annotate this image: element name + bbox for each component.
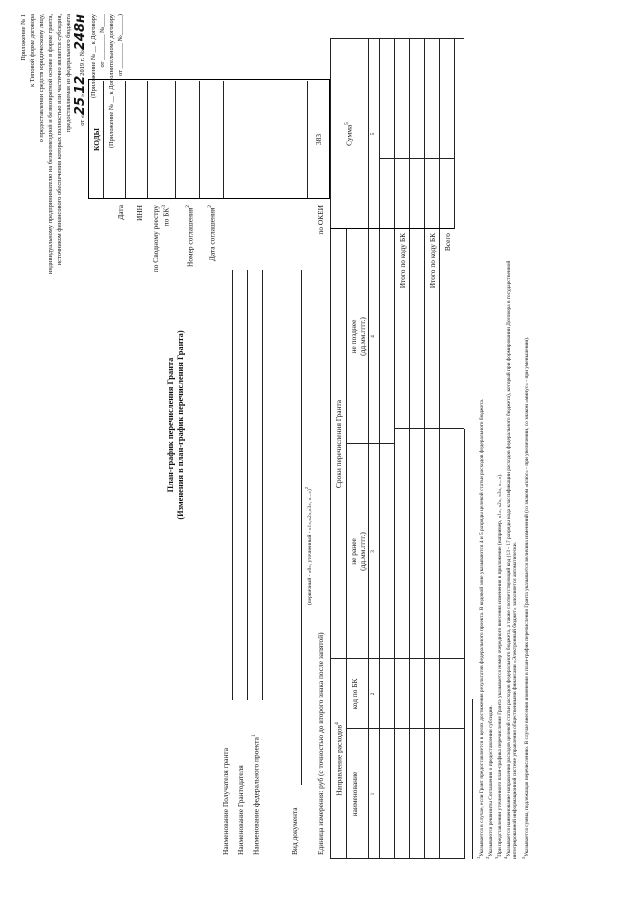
footnote-divider	[472, 699, 473, 859]
codes-row-line-3	[175, 81, 176, 198]
footnote-3-text: При представлении уточненного план-графика перечисления Гранта указывается номер очередного внесения изменения в приложение (например, «1», «2», «3», «...»).	[496, 473, 503, 857]
doc-type-hint-sup: 2	[304, 487, 309, 490]
footnote-4a-text: Указывается наименование направления расходов целевой статьи расходов федерального бюджета, а также соответствующий код (13 - 17 разряды кода классификации расходов федерального бюджета), который при формировании Договора в государственной	[505, 260, 512, 857]
appendix-ext3: (Приложение № __ к Дополнительному договору	[108, 14, 115, 149]
footnote-4: $^4$Указывается наименование направления расходов целевой статьи расходов федерального бюджета, а также соответствующий код (13 - 17 разряды кода классификации расходов федерального бюджета), который при формировании Договора в государственной	[503, 260, 512, 859]
col-not-later-format: (дд.мм.гггг.)	[358, 317, 367, 356]
project-line	[262, 270, 263, 700]
col-num-1: 1	[370, 792, 376, 796]
codes-row-line-6	[307, 81, 308, 198]
footnote-1: $^1$Указывается в случае, если Грант предоставляется в целях достижения результатов федерального проекта. В кодовой зоне указываются 4 и 5 разряды целевой статьи расходов федерального бюджета.	[476, 398, 485, 859]
col-num-2: 2	[370, 692, 376, 696]
col-sep-2	[330, 658, 464, 659]
col-sum-header	[344, 39, 353, 229]
header-bottom-line	[368, 39, 369, 859]
appendix-date-day: 25	[73, 97, 88, 116]
codes-bk-label-text: по БК	[161, 207, 171, 227]
col-sum-text: Сумма	[344, 124, 354, 146]
doc-type-label: Вид документа	[290, 807, 299, 855]
appendix-date-mid: »	[79, 93, 86, 97]
codes-inn-label: ИНН	[135, 205, 144, 222]
row-line-3	[424, 39, 425, 859]
doc-type-line	[301, 270, 302, 785]
subtotal-label-2: Итого по коду БК	[428, 233, 437, 289]
row-line-5	[454, 39, 455, 229]
codes-row-line-1	[125, 81, 126, 198]
col-direction-sup: 4	[334, 722, 340, 725]
codes-date-label: Дата	[116, 205, 125, 220]
footnote-5: $^5$Указывается сумма, подлежащая перечислению. В случае внесения изменения в план-график перечисления Гранта указывается величина изменений (со знаком «плюс» - при увеличении, со знаком «минус» - при уменьшении).	[521, 336, 530, 859]
codes-row-line-2	[147, 81, 148, 198]
appendix-line1: к Типовой форме договора	[29, 14, 36, 87]
codes-okei-value: 383	[314, 133, 323, 146]
subtotal-label-1: Итого по коду БК	[398, 233, 407, 289]
col-sep-3b	[394, 428, 464, 429]
col-kbk-header: код по БК	[350, 678, 359, 710]
appendix-line3: индивидуальному предпринимателю на безвозмездной и безвозвратной основе в форме гранта,	[47, 14, 54, 275]
col-not-earlier-header: не ранее	[349, 538, 358, 565]
footnote-5-text: Указывается сумма, подлежащая перечислению. В случае внесения изменения в план-график перечисления Гранта указывается величина изменений (со знаком «плюс» - при увеличении, со знаком «минус» - при уменьшении).	[523, 336, 530, 857]
footnote-4-cont: интегрированной информационной системе управления общественными финансами «Электронный бюджет» заполняется автоматически.	[512, 541, 518, 859]
codes-agreement-no-sup: 2	[185, 205, 191, 208]
codes-okei-label: по ОКЕИ	[316, 205, 325, 235]
appendix-line5: предоставляемая из федерального бюджета	[65, 14, 72, 133]
appendix-date-prefix: от «	[79, 115, 86, 126]
recipient-line	[232, 270, 233, 700]
appendix-number: Приложение № 1	[20, 14, 27, 61]
col-num-4: 4	[370, 335, 376, 338]
codes-agreement-no-label	[185, 205, 194, 267]
row-line-2	[409, 39, 410, 859]
table-bottom-border	[464, 429, 465, 859]
appendix-date	[71, 14, 89, 126]
appendix-date-year: 2019 г. №	[79, 50, 86, 76]
col-direction-text: Направление расходов	[334, 724, 344, 796]
col-direction-header	[334, 659, 343, 859]
footnote-1-text: Указывается в случае, если Грант предоставляется в целях достижения результатов федерального проекта. В кодовой зоне указываются 4 и 5 разряды целевой статьи расходов федерального бюджета.	[478, 398, 485, 857]
codes-agreement-date-label	[207, 205, 216, 261]
codes-agreement-no-text: Номер соглашения	[185, 207, 195, 267]
col-sep-1	[346, 728, 464, 729]
codes-box	[88, 79, 330, 199]
appendix-line4: источником финансового обеспечения которых полностью или частично является субсидия,	[56, 14, 63, 266]
codes-row-line-5	[223, 81, 224, 198]
grantor-line	[247, 270, 248, 700]
codes-reestr-label: по Сводному реестру	[151, 205, 160, 273]
unit-label: Единица измерения: руб (с точностью до второго знака после запятой)	[316, 632, 325, 855]
col-not-later-header: не позднее	[349, 319, 358, 354]
header-sub-line	[346, 229, 347, 859]
codes-bk-sup: 3	[161, 205, 167, 208]
total-label: Всего	[443, 233, 452, 252]
numbers-bottom-line	[379, 39, 380, 859]
codes-row-line-4	[199, 81, 200, 198]
appendix-date-month: 12	[73, 75, 88, 94]
col-sep-3	[346, 443, 394, 444]
appendix-ext4: от ________ №______)	[117, 14, 124, 77]
table-top-border	[330, 39, 331, 859]
col-name-header: наименование	[350, 771, 359, 817]
codes-row-line-0	[103, 81, 104, 198]
codes-header: КОДЫ	[92, 128, 101, 151]
col-not-earlier-format: (дд.мм.гггг.)	[358, 532, 367, 571]
doc-type-hint	[304, 487, 313, 605]
appendix-number-handwritten: 248н	[73, 14, 88, 51]
page-title: План-график перечисления Гранта	[166, 357, 175, 493]
col-terms-header: Сроки перечисления Гранта	[334, 399, 343, 489]
appendix-ext2: от ________ №____	[99, 14, 106, 68]
schedule-table	[330, 39, 464, 859]
col-sep-4	[330, 228, 454, 229]
grantor-label: Наименование Грантодателя	[236, 765, 245, 855]
footnote-2: $^2$Указываются реквизиты Соглашения о предоставлении субсидии.	[485, 705, 494, 859]
appendix-ext1: (Приложение № __ к Договору	[90, 14, 97, 99]
codes-agreement-date-text: Дата соглашения	[207, 207, 217, 262]
doc-type-hint-text: (первичный - «0», уточненный - «1»,«2»,«3», «...»)	[306, 489, 313, 605]
codes-bk-label	[161, 205, 170, 226]
project-label	[251, 734, 260, 855]
project-label-text: Наименование федерального проекта	[251, 737, 261, 855]
codes-agreement-date-sup: 2	[207, 205, 213, 208]
footnote-3: $^3$При представлении уточненного план-графика перечисления Гранта указывается номер очередного внесения изменения в приложение (например, «1», «2», «3», «...»).	[494, 473, 503, 859]
page-subtitle: (Изменения в план-график перечисления Гранта)	[176, 330, 185, 520]
appendix-line2: о предоставлении средств юридическому лицу,	[38, 14, 45, 143]
row-line-1	[394, 39, 395, 859]
col-num-3: 3	[370, 550, 376, 553]
col-num-5: 5	[370, 132, 376, 136]
col-sum-sup: 5	[344, 122, 350, 125]
footnote-2-text: Указываются реквизиты Соглашения о предоставлении субсидии.	[487, 705, 494, 857]
recipient-label: Наименование Получателя гранта	[221, 747, 230, 855]
row-line-4	[439, 39, 440, 859]
col-sep-5	[379, 158, 454, 159]
project-label-sup: 1	[251, 734, 257, 738]
